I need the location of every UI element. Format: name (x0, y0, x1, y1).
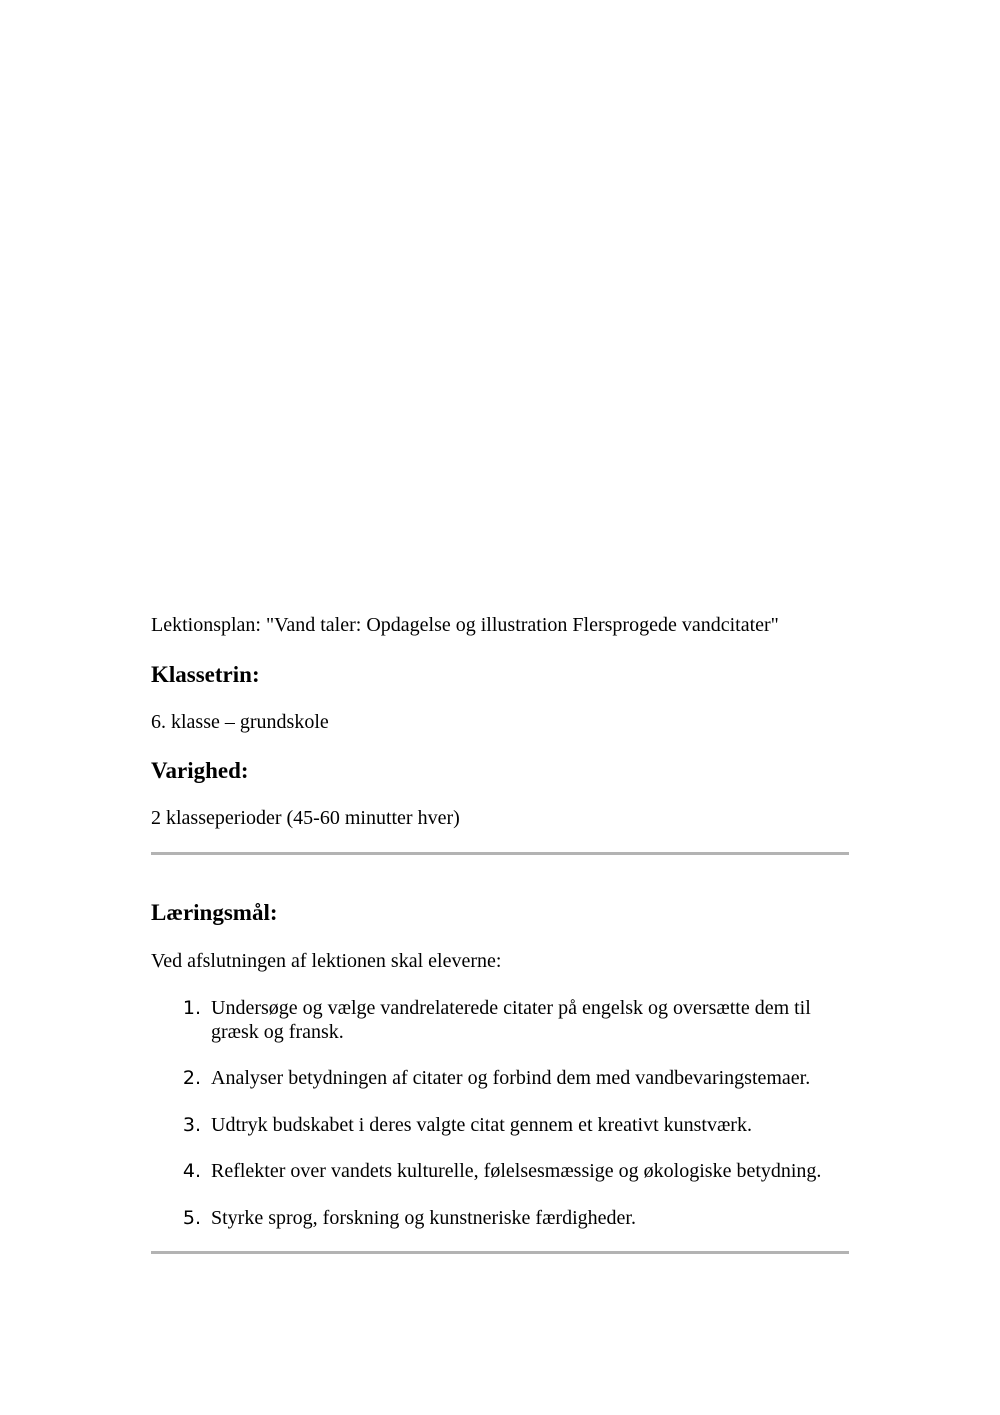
grade-value: 6. klasse – grundskole (151, 711, 329, 733)
learning-goals-heading: Læringsmål: (151, 900, 278, 925)
section-divider (151, 1251, 849, 1254)
list-item-text: Undersøge og vælge vandrelaterede citater på engelsk og oversætte dem til græsk og fransk. (211, 997, 811, 1043)
learning-goals-intro: Ved afslutningen af lektionen skal eleverne: (151, 950, 502, 972)
list-item-number: 3. (182, 1114, 201, 1136)
list-item-number: 2. (182, 1067, 201, 1089)
list-item-number: 5. (182, 1207, 201, 1229)
section-divider (151, 852, 849, 855)
learning-goals-list (151, 996, 849, 1230)
list-item-text: Udtryk budskabet i deres valgte citat gennem et kreativt kunstværk. (211, 1114, 752, 1136)
list-item-number: 4. (182, 1160, 201, 1182)
lesson-plan-title: Lektionsplan: "Vand taler: Opdagelse og illustration Flersprogede vandcitater" (151, 614, 779, 636)
duration-heading: Varighed: (151, 758, 249, 783)
list-item (151, 1206, 849, 1230)
list-item (151, 1066, 849, 1090)
list-item-number: 1. (182, 997, 201, 1019)
list-item (151, 1113, 849, 1137)
document-body (151, 612, 849, 1254)
grade-heading: Klassetrin: (151, 662, 260, 687)
list-item-text: Reflekter over vandets kulturelle, følelsesmæssige og økologiske betydning. (211, 1160, 822, 1182)
list-item-text: Analyser betydningen af citater og forbind dem med vandbevaringstemaer. (211, 1067, 811, 1089)
list-item (151, 1159, 849, 1183)
list-item-text: Styrke sprog, forskning og kunstneriske færdigheder. (211, 1207, 636, 1229)
duration-value: 2 klasseperioder (45-60 minutter hver) (151, 807, 460, 829)
list-item (151, 996, 849, 1044)
